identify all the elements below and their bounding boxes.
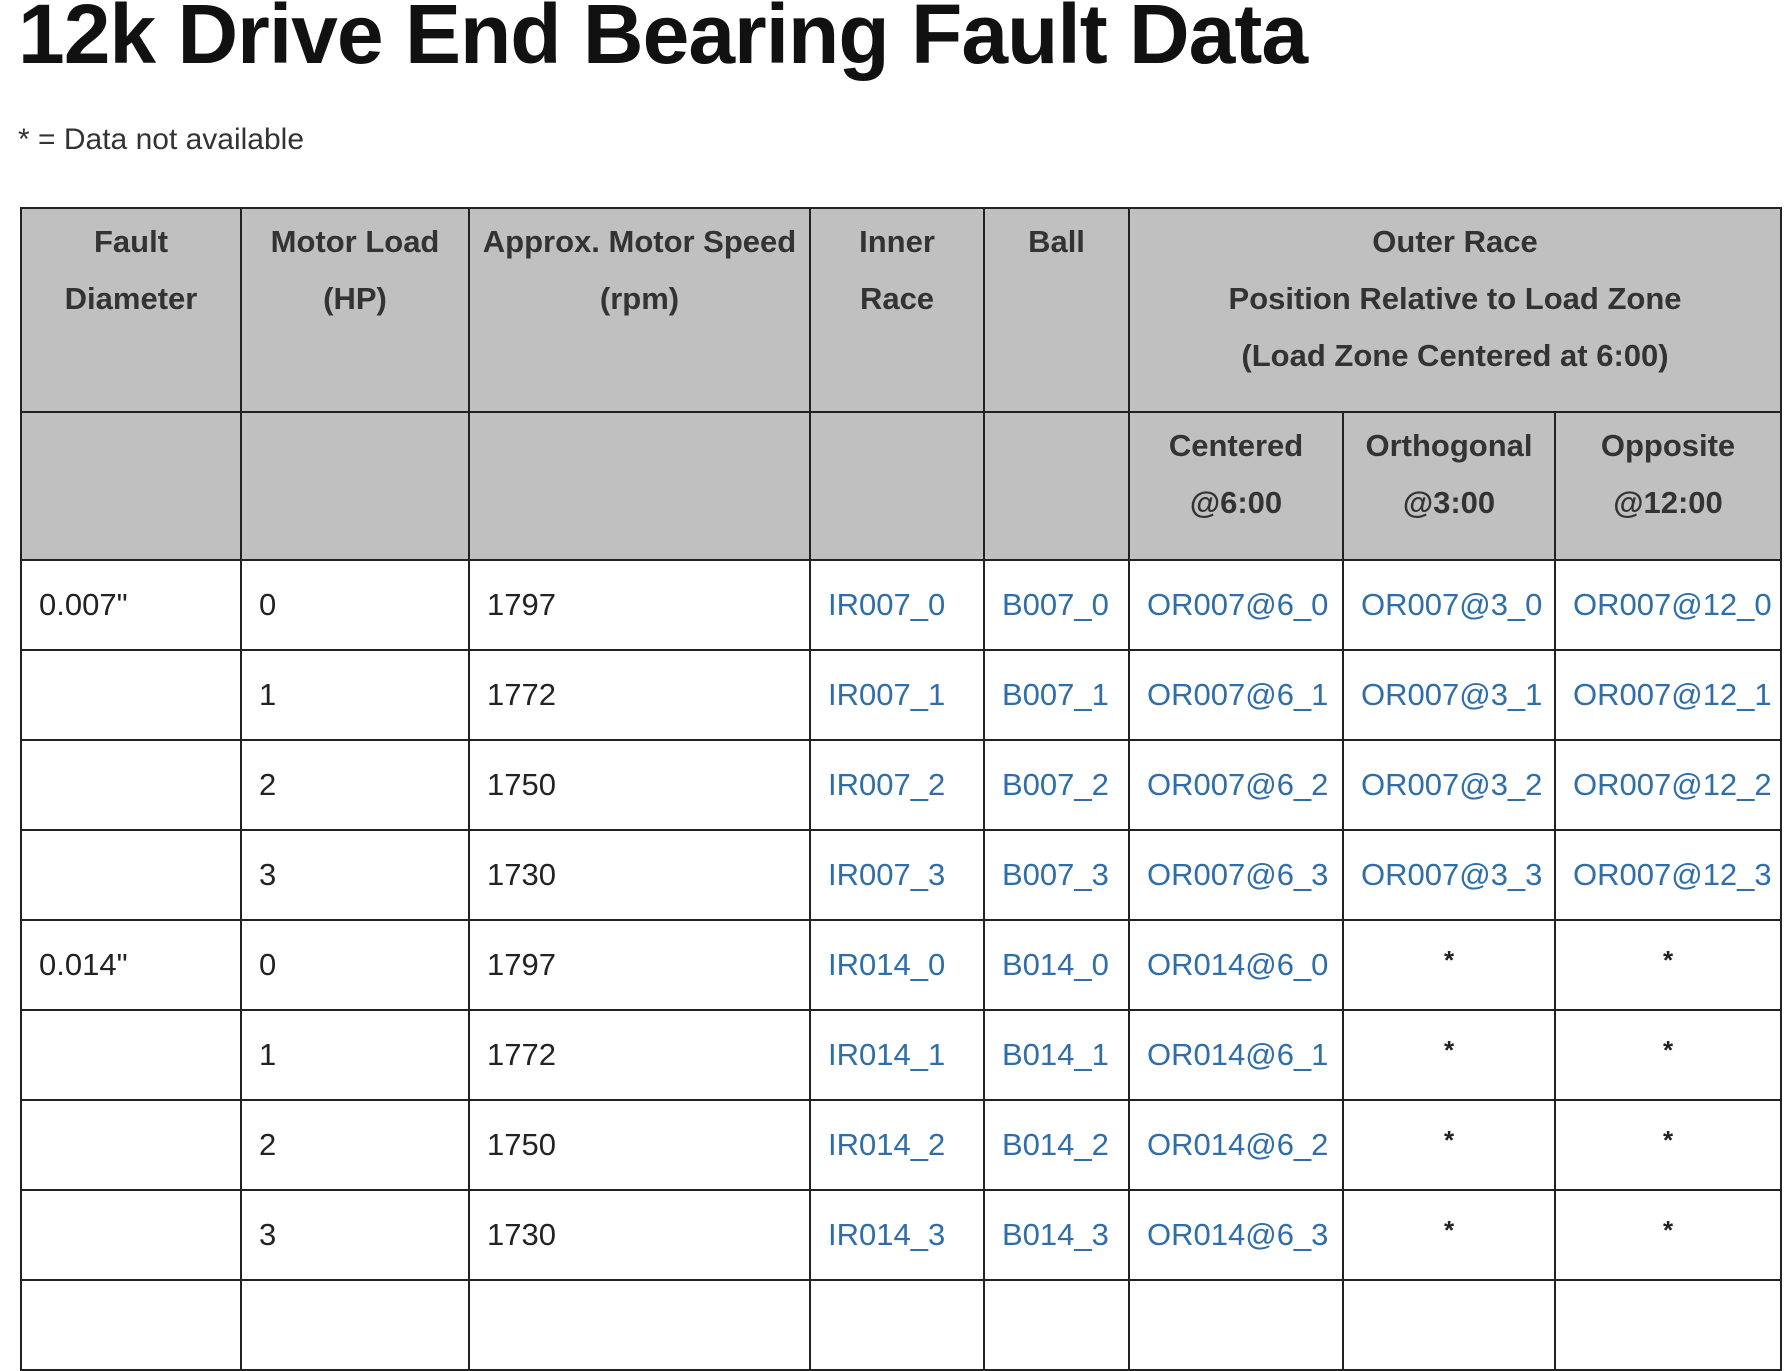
outer-race-centered-cell: [1129, 920, 1343, 1010]
motor-load-cell: 2: [241, 740, 469, 830]
ball-cell: [984, 560, 1129, 650]
outer-race-opposite-link[interactable]: OR007@12_1: [1573, 677, 1772, 712]
motor-speed-cell: 1750: [469, 740, 810, 830]
fault-diameter-cell: [21, 1100, 241, 1190]
inner-race-cell: [810, 1010, 984, 1100]
outer-race-orthogonal-cell: [1343, 830, 1555, 920]
subheader-row: [21, 412, 1781, 560]
outer-race-orthogonal-link[interactable]: OR007@3_2: [1361, 767, 1543, 802]
header-ball-line: Ball: [1028, 224, 1085, 259]
not-available-cell: [1343, 1100, 1555, 1190]
motor-load-cell: 0: [241, 560, 469, 650]
ball-cell: [984, 1100, 1129, 1190]
fault-diameter-cell: [21, 1010, 241, 1100]
outer-race-opposite-link[interactable]: OR007@12_3: [1573, 857, 1772, 892]
outer-race-centered-cell: [1129, 1010, 1343, 1100]
not-available-mark: *: [1443, 944, 1455, 975]
outer-race-opposite-link: [1555, 1280, 1781, 1370]
header-motor-speed-line: (rpm): [599, 281, 680, 316]
inner-race-cell: [810, 560, 984, 650]
motor-speed-cell: 1730: [469, 830, 810, 920]
ball-link: [984, 1280, 1129, 1370]
outer-race-centered-cell: [1129, 830, 1343, 920]
inner-race-link: [810, 1280, 984, 1370]
table-row: [21, 1190, 1781, 1280]
motor-load-cell: 2: [241, 1100, 469, 1190]
table-row: [21, 740, 1781, 830]
fault-data-table: [20, 207, 1782, 1371]
subheader-centered-line: @6:00: [1189, 485, 1283, 520]
header-inner-race: [810, 208, 984, 412]
not-available-cell: [1343, 1010, 1555, 1100]
table-row: [21, 1010, 1781, 1100]
ball-cell: [984, 650, 1129, 740]
header-outer-race-line: Position Relative to Load Zone: [1228, 281, 1682, 316]
header-inner-race-line: Inner: [859, 224, 935, 259]
subheader-centered-line: Centered: [1168, 428, 1304, 463]
table-row: [21, 560, 1781, 650]
subheader-empty: [241, 412, 469, 560]
outer-race-centered-link: [1129, 1280, 1343, 1370]
fault-diameter-cell: 0.007": [21, 560, 241, 650]
inner-race-cell: [810, 1190, 984, 1280]
ball-link[interactable]: B007_2: [1002, 767, 1109, 802]
inner-race-link[interactable]: IR007_1: [828, 677, 946, 712]
fault-diameter-cell: 0.014": [21, 920, 241, 1010]
table-row: [21, 650, 1781, 740]
not-available-cell: [1555, 1010, 1781, 1100]
inner-race-link[interactable]: IR007_0: [828, 587, 946, 622]
not-available-mark: *: [1662, 1124, 1674, 1155]
inner-race-link[interactable]: IR014_0: [828, 947, 946, 982]
inner-race-link[interactable]: IR014_2: [828, 1127, 946, 1162]
motor-load-cell: 1: [241, 1010, 469, 1100]
ball-link[interactable]: B007_3: [1002, 857, 1109, 892]
fault-diameter-cell: [21, 830, 241, 920]
ball-cell: [984, 1190, 1129, 1280]
motor-speed-cell: 1730: [469, 1190, 810, 1280]
inner-race-link[interactable]: IR014_1: [828, 1037, 946, 1072]
header-ball: [984, 208, 1129, 412]
motor-speed-cell: 1797: [469, 560, 810, 650]
subheader-opposite-line: Opposite: [1600, 428, 1736, 463]
outer-race-orthogonal-link[interactable]: OR007@3_0: [1361, 587, 1543, 622]
inner-race-cell: [810, 830, 984, 920]
ball-cell: [984, 1010, 1129, 1100]
inner-race-cell: [810, 920, 984, 1010]
subheader-empty: [469, 412, 810, 560]
outer-race-centered-link[interactable]: OR014@6_0: [1147, 947, 1329, 982]
subheader-centered: [1129, 412, 1343, 560]
header-motor-speed-line: Approx. Motor Speed: [482, 224, 797, 259]
outer-race-orthogonal-link: [1343, 1280, 1555, 1370]
outer-race-centered-link[interactable]: OR007@6_1: [1147, 677, 1329, 712]
outer-race-centered-link[interactable]: OR014@6_1: [1147, 1037, 1329, 1072]
table-row: [21, 830, 1781, 920]
header-outer-race-line: (Load Zone Centered at 6:00): [1241, 338, 1669, 373]
outer-race-orthogonal-link[interactable]: OR007@3_3: [1361, 857, 1543, 892]
header-motor-load: [241, 208, 469, 412]
header-outer-race: [1129, 208, 1781, 412]
not-available-mark: *: [1662, 1034, 1674, 1065]
inner-race-link[interactable]: IR007_3: [828, 857, 946, 892]
subheader-empty: [21, 412, 241, 560]
header-fault-diameter: [21, 208, 241, 412]
motor-speed-cell: 1797: [469, 920, 810, 1010]
header-motor-load-line: Motor Load: [270, 224, 440, 259]
ball-link[interactable]: B014_0: [1002, 947, 1109, 982]
outer-race-orthogonal-cell: [1343, 650, 1555, 740]
motor-load-cell: 0: [241, 920, 469, 1010]
ball-cell: [984, 740, 1129, 830]
motor-speed-cell: [469, 1280, 810, 1370]
not-available-cell: [1343, 920, 1555, 1010]
outer-race-opposite-cell: [1555, 740, 1781, 830]
not-available-cell: [1343, 1190, 1555, 1280]
fault-diameter-cell: [21, 1190, 241, 1280]
outer-race-centered-cell: [1129, 560, 1343, 650]
not-available-mark: *: [1662, 1214, 1674, 1245]
not-available-mark: *: [1443, 1214, 1455, 1245]
ball-link[interactable]: B014_3: [1002, 1217, 1109, 1252]
motor-load-cell: 1: [241, 650, 469, 740]
motor-speed-cell: 1772: [469, 1010, 810, 1100]
outer-race-centered-cell: [1129, 740, 1343, 830]
header-motor-load-line: (HP): [323, 281, 387, 316]
inner-race-cell: [810, 740, 984, 830]
outer-race-centered-link[interactable]: OR014@6_2: [1147, 1127, 1329, 1162]
table-body: [21, 560, 1781, 1370]
subheader-orthogonal-line: @3:00: [1402, 485, 1496, 520]
motor-load-cell: [241, 1280, 469, 1370]
subheader-opposite-line: @12:00: [1613, 485, 1723, 520]
motor-load-cell: 3: [241, 1190, 469, 1280]
ball-link[interactable]: B007_0: [1002, 587, 1109, 622]
subheader-empty: [984, 412, 1129, 560]
fault-diameter-cell: [21, 740, 241, 830]
outer-race-centered-link[interactable]: OR007@6_0: [1147, 587, 1329, 622]
motor-speed-cell: 1750: [469, 1100, 810, 1190]
outer-race-centered-cell: [1129, 1190, 1343, 1280]
outer-race-orthogonal-cell: [1343, 560, 1555, 650]
motor-speed-cell: 1772: [469, 650, 810, 740]
outer-race-orthogonal-link[interactable]: OR007@3_1: [1361, 677, 1543, 712]
outer-race-opposite-link[interactable]: OR007@12_0: [1573, 587, 1772, 622]
not-available-mark: *: [1662, 944, 1674, 975]
header-row: [21, 208, 1781, 412]
outer-race-centered-cell: [1129, 1100, 1343, 1190]
header-outer-race-line: Outer Race: [1372, 224, 1538, 259]
not-available-mark: *: [1443, 1034, 1455, 1065]
subheader-orthogonal: [1343, 412, 1555, 560]
inner-race-cell: [810, 1100, 984, 1190]
availability-note: * = Data not available: [18, 123, 305, 156]
header-motor-speed: [469, 208, 810, 412]
ball-link[interactable]: B014_1: [1002, 1037, 1109, 1072]
ball-link[interactable]: B014_2: [1002, 1127, 1109, 1162]
ball-link[interactable]: B007_1: [1002, 677, 1109, 712]
fault-diameter-cell: [21, 1280, 241, 1370]
outer-race-opposite-cell: [1555, 560, 1781, 650]
not-available-cell: [1555, 1100, 1781, 1190]
inner-race-cell: [810, 650, 984, 740]
not-available-cell: [1555, 920, 1781, 1010]
outer-race-centered-link[interactable]: OR007@6_3: [1147, 857, 1329, 892]
header-fault-diameter-line: Diameter: [64, 281, 198, 316]
header-fault-diameter-line: Fault: [93, 224, 169, 259]
subheader-empty: [810, 412, 984, 560]
outer-race-orthogonal-cell: [1343, 740, 1555, 830]
subheader-opposite: [1555, 412, 1781, 560]
not-available-mark: *: [1443, 1124, 1455, 1155]
outer-race-centered-link[interactable]: OR007@6_2: [1147, 767, 1329, 802]
table-row: [21, 1100, 1781, 1190]
subheader-orthogonal-line: Orthogonal: [1365, 428, 1533, 463]
ball-cell: [984, 830, 1129, 920]
outer-race-opposite-cell: [1555, 650, 1781, 740]
fault-diameter-cell: [21, 650, 241, 740]
outer-race-centered-cell: [1129, 650, 1343, 740]
outer-race-opposite-link[interactable]: OR007@12_2: [1573, 767, 1772, 802]
page-title: 12k Drive End Bearing Fault Data: [18, 0, 1308, 81]
inner-race-link[interactable]: IR007_2: [828, 767, 946, 802]
outer-race-opposite-cell: [1555, 830, 1781, 920]
ball-cell: [984, 920, 1129, 1010]
not-available-cell: [1555, 1190, 1781, 1280]
table-row: [21, 1280, 1781, 1370]
outer-race-centered-link[interactable]: OR014@6_3: [1147, 1217, 1329, 1252]
inner-race-link[interactable]: IR014_3: [828, 1217, 946, 1252]
header-inner-race-line: Race: [859, 281, 935, 316]
table-row: [21, 920, 1781, 1010]
motor-load-cell: 3: [241, 830, 469, 920]
